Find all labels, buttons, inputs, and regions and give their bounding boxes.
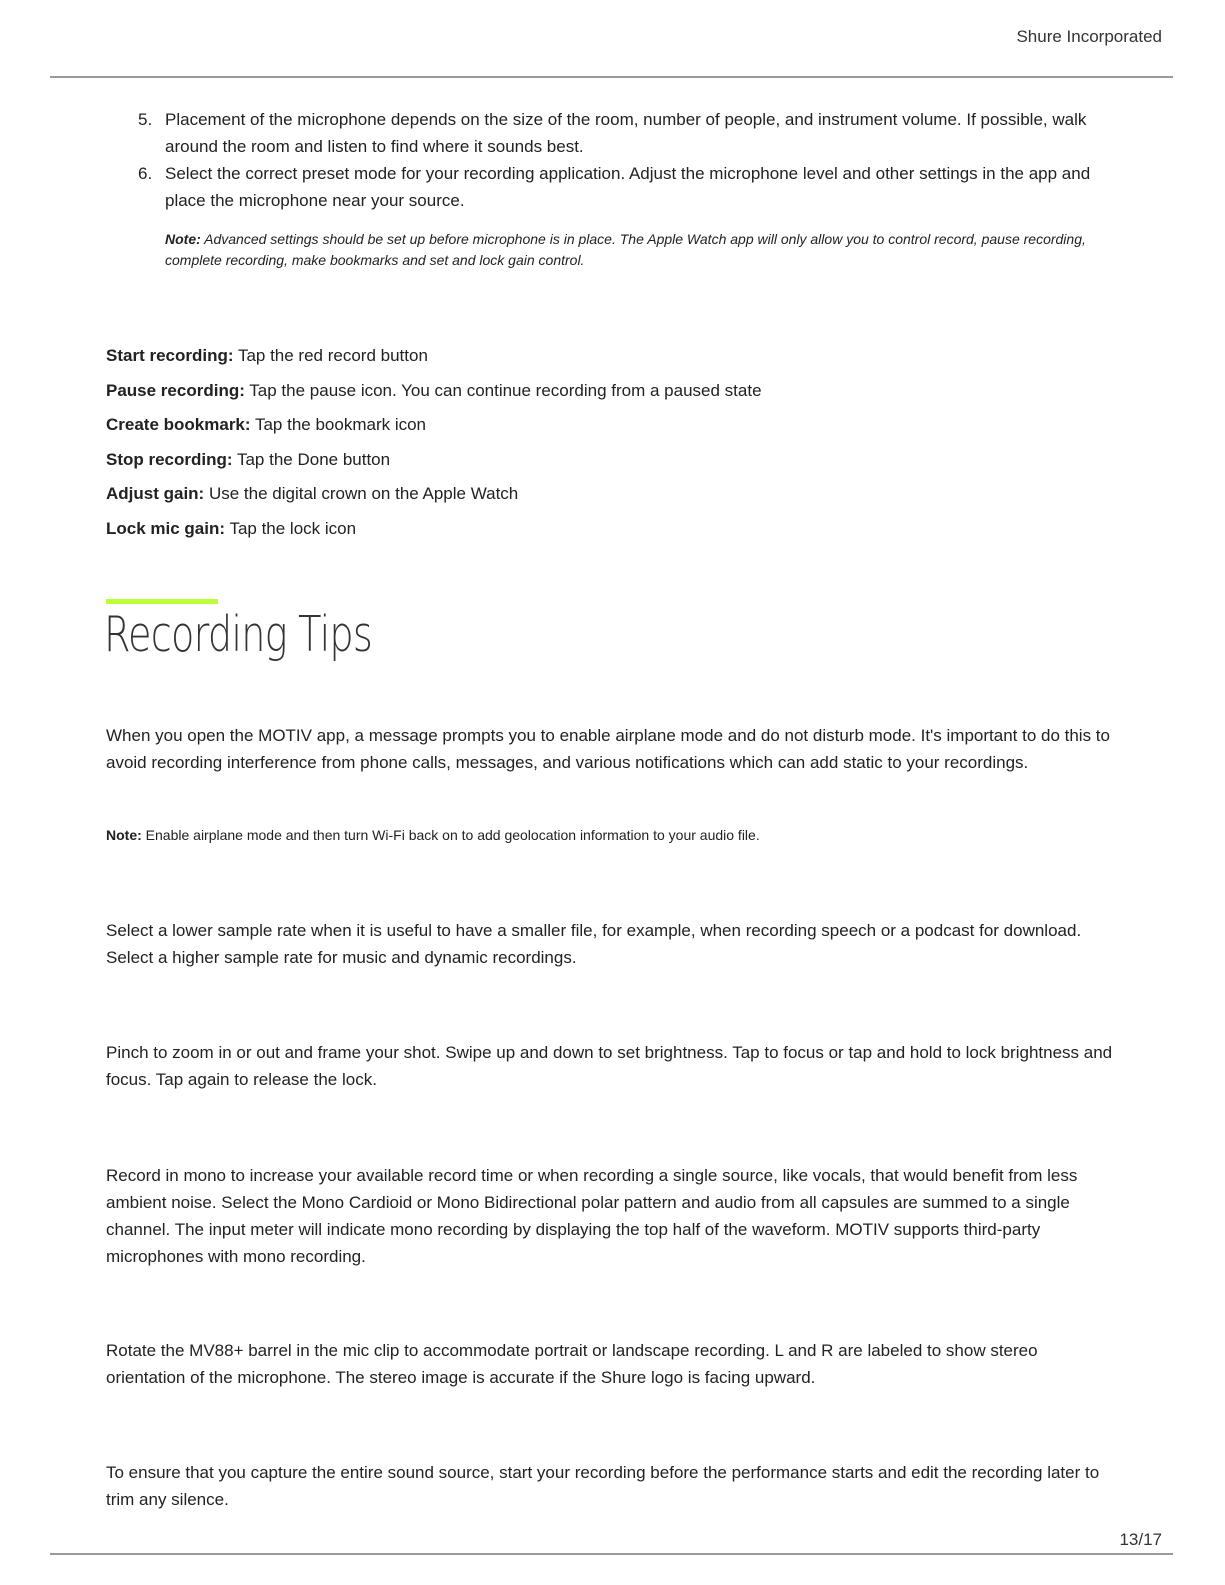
page-number: 13/17: [1119, 1530, 1162, 1549]
control-label: Create bookmark:: [106, 415, 251, 434]
tip-mono: Record in mono to increase your available record time or when recording a single source, like vocals, that would benefit from less ambient noise. Select the Mono Cardioid or Mono Bidirectional polar pattern and audio from all capsules are summed to a single channel. The input meter will indicate mono recording by displaying the top half of the waveform. MOTIV supports third-party microphones with mono recording.: [106, 1166, 1078, 1266]
step-number: 6.: [138, 164, 153, 183]
tip-capture: To ensure that you capture the entire sound source, start your recording before the performance starts and edit the recording later to trim any silence.: [106, 1463, 1100, 1509]
control-item-pause: [106, 374, 762, 409]
airplane-note: [106, 827, 760, 843]
note-label: Note:: [165, 231, 201, 247]
control-item-gain: [106, 477, 762, 512]
control-text: Tap the lock icon: [225, 518, 357, 538]
list-item: [138, 160, 1118, 214]
control-text: Tap the pause icon. You can continue recording from a paused state: [244, 380, 762, 400]
step-number: 5.: [138, 110, 153, 129]
step-text: Select the correct preset mode for your recording application. Adjust the microphone level and other settings in the app and place the microphone near your source.: [165, 164, 1091, 210]
tip-rotate: Rotate the MV88+ barrel in the mic clip to accommodate portrait or landscape recording. L and R are labeled to show stereo orientation of the microphone. The stereo image is accurate if the Shure logo is facing upward.: [106, 1341, 1038, 1387]
control-text: Tap the red record button: [233, 346, 428, 365]
control-text: Use the digital crown on the Apple Watch: [204, 484, 519, 503]
tip-zoom: Pinch to zoom in or out and frame your shot. Swipe up and down to set brightness. Tap to focus or tap and hold to lock brightness and focus. Tap again to release the lock.: [106, 1043, 1113, 1089]
control-item-stop: [106, 443, 762, 478]
footer-divider: [50, 1553, 1173, 1555]
control-label: Pause recording:: [106, 380, 245, 400]
header-company-name: Shure Incorporated: [1016, 27, 1162, 46]
watch-controls-list: [106, 339, 762, 546]
control-label: Lock mic gain:: [106, 518, 226, 538]
control-label: Start recording:: [106, 346, 234, 365]
control-item-start: [106, 339, 762, 374]
step-text: Placement of the microphone depends on the size of the room, number of people, and instrument volume. If possible, walk around the room and listen to find where it sounds best.: [165, 110, 1087, 156]
control-item-bookmark: [106, 408, 762, 443]
control-text: Tap the bookmark icon: [250, 415, 427, 434]
apple-watch-note: [165, 229, 1118, 271]
section-accent-bar: [106, 599, 218, 604]
list-item: [138, 106, 1118, 160]
control-label: Adjust gain:: [106, 484, 205, 503]
control-item-lock: [106, 512, 762, 547]
note-label: Note:: [106, 827, 142, 843]
tip-sample-rate: Select a lower sample rate when it is useful to have a smaller file, for example, when recording speech or a podcast for download. Select a higher sample rate for music and dynamic recordings.: [106, 921, 1082, 967]
control-label: Stop recording:: [106, 449, 233, 469]
header-divider: [50, 76, 1173, 78]
tip-airplane-mode: When you open the MOTIV app, a message prompts you to enable airplane mode and do not disturb mode. It's important to do this to avoid recording interference from phone calls, messages, and various notifications which can add static to your recordings.: [106, 726, 1110, 772]
control-text: Tap the Done button: [232, 449, 391, 469]
note-text: Enable airplane mode and then turn Wi-Fi back on to add geolocation information to your audio file.: [141, 827, 760, 843]
section-title: Recording Tips: [104, 606, 373, 663]
setup-steps-list: [138, 106, 1118, 271]
note-text: Advanced settings should be set up before microphone is in place. The Apple Watch app will only allow you to control record, pause recording, complete recording, make bookmarks and set and lock gain control.: [165, 231, 1086, 268]
